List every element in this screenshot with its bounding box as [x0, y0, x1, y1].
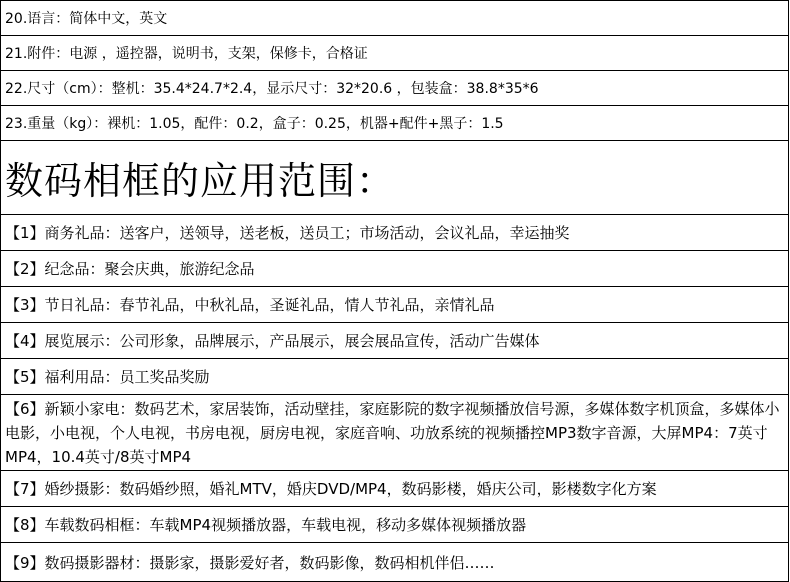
- spec-row-language: [1, 1, 789, 36]
- application-welfare: 【5】福利用品：员工奖品奖励: [1, 359, 789, 395]
- application-row: [1, 359, 789, 395]
- application-souvenirs: 【2】纪念品：聚会庆典，旅游纪念品: [1, 251, 789, 287]
- section-title: 数码相框的应用范围：: [1, 141, 789, 215]
- application-row: [1, 543, 789, 582]
- spec-row-dimensions: [1, 71, 789, 106]
- section-title-row: [1, 141, 789, 215]
- application-row: [1, 507, 789, 543]
- spec-row-accessories: [1, 36, 789, 71]
- application-wedding-photo: 【7】婚纱摄影：数码婚纱照，婚礼MTV，婚庆DVD/MP4，数码影楼，婚庆公司，影楼数字化方案: [1, 471, 789, 507]
- spec-accessories: 21.附件：电源 ，遥控器，说明书，支架，保修卡，合格证: [1, 36, 789, 71]
- application-home-appliance: 【6】新颖小家电：数码艺术，家居装饰，活动壁挂，家庭影院的数字视频播放信号源，多媒体数字机顶盒，多媒体小电影，小电视，个人电视，书房电视，厨房电视，家庭音响、功放系统的视频播控MP3数字音源，大屏MP4：7英寸MP4，10.4英寸/8英寸MP4: [1, 395, 789, 471]
- application-business-gifts: 【1】商务礼品：送客户，送领导，送老板，送员工；市场活动，会议礼品，幸运抽奖: [1, 215, 789, 251]
- application-photo-equipment: 【9】数码摄影器材：摄影家，摄影爱好者，数码影像，数码相机伴侣……: [1, 543, 789, 582]
- application-row: [1, 287, 789, 323]
- spec-row-weight: [1, 106, 789, 141]
- application-row: [1, 471, 789, 507]
- application-row: [1, 395, 789, 471]
- spec-language: 20.语言：简体中文，英文: [1, 1, 789, 36]
- application-car-frame: 【8】车载数码相框：车载MP4视频播放器，车载电视，移动多媒体视频播放器: [1, 507, 789, 543]
- application-holiday-gifts: 【3】节日礼品：春节礼品，中秋礼品，圣诞礼品，情人节礼品，亲情礼品: [1, 287, 789, 323]
- application-row: [1, 215, 789, 251]
- application-row: [1, 323, 789, 359]
- spec-weight: 23.重量（kg）：裸机：1.05，配件：0.2，盒子：0.25，机器+配件+黑子：1.5: [1, 106, 789, 141]
- spec-dimensions: 22.尺寸（cm）：整机：35.4*24.7*2.4，显示尺寸：32*20.6 ，包装盒：38.8*35*6: [1, 71, 789, 106]
- application-exhibition: 【4】展览展示：公司形象，品牌展示，产品展示，展会展品宣传，活动广告媒体: [1, 323, 789, 359]
- application-row: [1, 251, 789, 287]
